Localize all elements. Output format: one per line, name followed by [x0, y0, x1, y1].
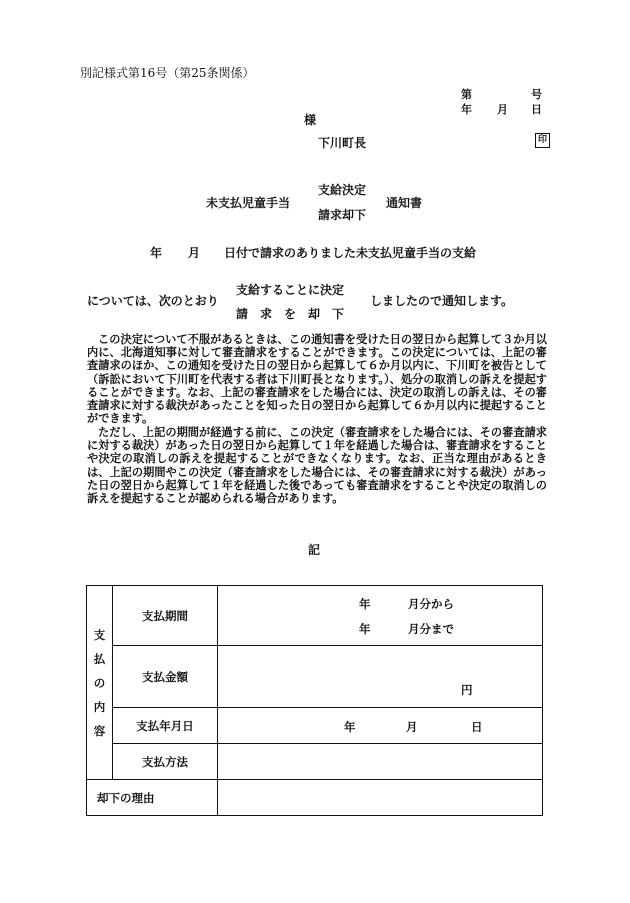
payment-date-row	[87, 708, 543, 744]
seal-mark: 印	[535, 133, 550, 148]
document-number-dai: 第	[461, 88, 472, 101]
decision-prefix: については、次のとおり	[87, 294, 219, 308]
payment-amount-value	[218, 646, 543, 708]
side-char: 内	[93, 699, 106, 714]
payment-period-value	[218, 586, 543, 646]
rejection-reason-row	[87, 780, 543, 816]
payment-method-row	[87, 744, 543, 780]
period-from-month: 月分から	[408, 597, 454, 611]
rejection-reason-value	[218, 780, 543, 816]
request-text: 日付で請求のありました未支払児童手当の支給	[224, 246, 477, 260]
request-year: 年	[150, 246, 163, 260]
payment-period-row	[87, 586, 543, 646]
title-main: 未支払児童手当	[206, 196, 291, 210]
period-to-month: 月分まで	[408, 622, 454, 636]
issue-month: 月	[497, 103, 508, 116]
date-day: 日	[471, 720, 483, 734]
title-suffix: 通知書	[386, 196, 423, 210]
payment-content-header	[87, 586, 113, 780]
issue-year: 年	[461, 103, 472, 116]
title-option-rejection: 請求却下	[318, 208, 367, 222]
payment-period-label: 支払期間	[113, 586, 218, 646]
period-to-year: 年	[359, 622, 371, 636]
sender-name: 下川町長	[318, 136, 367, 150]
payment-date-value	[218, 708, 543, 744]
form-number: 別記様式第16号（第25条関係）	[80, 66, 255, 80]
issue-day: 日	[531, 103, 542, 116]
notice-paragraph-1: この決定について不服があるときは、この通知書を受けた日の翌日から起算して３か月以内に、北海道知事に対して審査請求をすることができます。この決定については、上記の審査請求のほか、この通知を受けた日の翌日から起算して６か月以内に、下川町を被告として（訴訟において下川町を代表する者は下川町長となります。）、処分の取消しの訴えを提起することができます。なお、上記の審査請求をした場合には、決定の取消しの訴えは、その審査請求に対する裁決があったことを知った日の翌日から起算して６か月以内に提起することができます。	[87, 332, 547, 426]
payment-date-label: 支払年月日	[113, 708, 218, 744]
payment-amount-label: 支払金額	[113, 646, 218, 708]
notice-paragraph-2: ただし、上記の期間が経過する前に、この決定（審査請求をした場合には、その審査請求に対する裁決）があった日の翌日から起算して１年を経過した場合は、審査請求をすることや決定の取消しの訴えを提起することができなくなります。なお、正当な理由があるときは、上記の期間やこの決定（審査請求をした場合には、その審査請求に対する裁決）があった日の翌日から起算して１年を経過した後であっても審査請求をすることや決定の取消しの訴えを提起することが認められる場合があります。	[87, 425, 547, 506]
side-char: 容	[93, 723, 106, 738]
amount-unit: 円	[461, 683, 473, 697]
side-char: 払	[93, 651, 106, 666]
date-month: 月	[406, 720, 418, 734]
title-option-decision: 支給決定	[318, 183, 367, 197]
side-char: の	[93, 675, 106, 690]
date-year: 年	[344, 720, 356, 734]
addressee-suffix: 様	[304, 113, 317, 127]
decision-option-reject: 請 求 を 却 下	[236, 307, 345, 321]
rejection-reason-label: 却下の理由	[87, 780, 218, 816]
payment-method-value	[218, 744, 543, 780]
decision-suffix: しましたので通知します。	[370, 294, 514, 308]
request-month: 月	[188, 246, 201, 260]
period-from-year: 年	[359, 597, 371, 611]
decision-option-pay: 支給することに決定	[236, 283, 345, 297]
side-char: 支	[93, 627, 106, 642]
payment-amount-row	[87, 646, 543, 708]
document-number-go: 号	[531, 88, 542, 101]
ki-heading: 記	[308, 543, 321, 557]
payment-table	[86, 585, 543, 816]
payment-method-label: 支払方法	[113, 744, 218, 780]
